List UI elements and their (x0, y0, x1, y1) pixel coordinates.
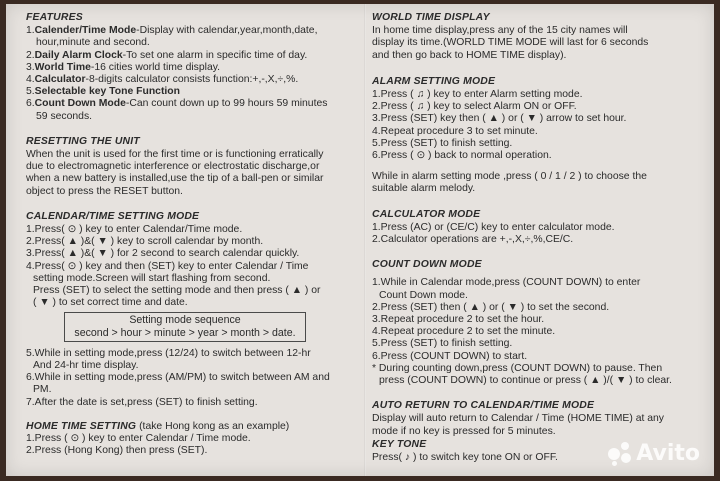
step-line: 6.Press (COUNT DOWN) to start. (372, 350, 528, 362)
alarm-heading: ALARM SETTING MODE (372, 75, 496, 87)
step-line: 3.Press( ▲ )&( ▼ ) for 2 second to search calendar quickly. (26, 248, 300, 260)
step-line: 2.Press (SET) then ( ▲ ) or ( ▼ ) to set the second. (372, 301, 610, 313)
text-line: Display will auto return to Calendar / Time (HOME TIME) at any (372, 413, 664, 425)
text-line: suitable alarm melody. (372, 183, 476, 195)
alarm-note (372, 171, 706, 195)
step-line: 3.Repeat procedure 2 to set the hour. (372, 314, 545, 326)
text-line: object to press the RESET button. (26, 185, 183, 197)
feature-item: 5.Selectable key Tone Function (26, 86, 180, 98)
step-line: 1.While in Calendar mode,press (COUNT DOWN) to enter (372, 277, 641, 289)
step-line: Count Down mode. (379, 289, 468, 301)
features-list (26, 25, 364, 123)
setting-sequence-title: Setting mode sequence (129, 314, 241, 327)
feature-item: 1.Calender/Time Mode-Display with calendar,year,month,date, (26, 25, 318, 37)
step-line: setting mode.Screen will start flashing from second. (33, 272, 271, 284)
step-line: 2.Press (Hong Kong) then press (SET). (26, 445, 208, 457)
step-line: 1.Press ( ♫ ) key to enter Alarm setting mode. (372, 89, 583, 101)
step-line: 5.While in setting mode,press (12/24) to switch between 12-hr (26, 347, 311, 359)
resetting-heading: RESETTING THE UNIT (26, 135, 140, 147)
step-line: 2.Press( ▲ )&( ▼ ) key to scroll calendar by month. (26, 236, 264, 248)
step-line: 6.Press ( ⊙ ) back to normal operation. (372, 150, 552, 162)
home-time-heading: HOME TIME SETTING (26, 420, 137, 432)
step-line: 5.Press (SET) to finish setting. (372, 338, 513, 350)
right-column (372, 8, 706, 464)
step-line: ( ▼ ) to set correct time and date. (33, 297, 188, 309)
step-line: PM. (33, 384, 52, 396)
text-line: Press( ♪ ) to switch key tone ON or OFF. (372, 452, 558, 464)
feature-item: 6.Count Down Mode-Can count down up to 99 hours 59 minutes (26, 98, 328, 110)
step-line: 6.While in setting mode,press (AM/PM) to switch between AM and (26, 372, 330, 384)
text-line: when a new battery is installed,use the tip of a ball-pen or similar (26, 173, 324, 185)
text-line: display its time.(WORLD TIME MODE will last for 6 seconds (372, 37, 649, 49)
resetting-text (26, 149, 364, 198)
text-line: mode if no key is pressed for 5 minutes. (372, 425, 556, 437)
instruction-sheet (6, 4, 714, 476)
calendar-setting-steps-b (26, 348, 364, 409)
auto-return-text (372, 413, 706, 437)
step-line: 4.Repeat procedure 3 to set minute. (372, 125, 538, 137)
text-line: and then go back to HOME TIME display). (372, 49, 567, 61)
calendar-setting-heading: CALENDAR/TIME SETTING MODE (26, 210, 200, 222)
step-line: 1.Press ( ⊙ ) key to enter Calendar / Time mode. (26, 433, 251, 445)
setting-sequence-box (64, 312, 306, 341)
step-line: 7.After the date is set,press (SET) to finish setting. (26, 396, 258, 408)
step-line: 1.Press (AC) or (CE/C) key to enter calculator mode. (372, 221, 615, 233)
countdown-heading: COUNT DOWN MODE (372, 259, 482, 271)
left-column (26, 8, 364, 458)
calculator-heading: CALCULATOR MODE (372, 208, 481, 220)
feature-item: 2.Daily Alarm Clock-To set one alarm in specific time of day. (26, 49, 308, 61)
step-line: Press (SET) to select the setting mode and then press ( ▲ ) or (33, 285, 321, 297)
step-line: press (COUNT DOWN) to continue or press ( ▲ )/( ▼ ) to clear. (379, 375, 672, 387)
countdown-steps (372, 277, 706, 387)
feature-item: 3.World Time-16 cities world time display. (26, 61, 221, 73)
home-time-heading-row (26, 421, 364, 433)
world-time-text (372, 25, 706, 62)
calendar-setting-steps (26, 224, 364, 309)
step-line: 1.Press( ⊙ ) key to enter Calendar/Time mode. (26, 224, 243, 236)
step-line: 5.Press (SET) to finish setting. (372, 137, 513, 149)
text-line: While in alarm setting mode ,press ( 0 / 1 / 2 ) to choose the (372, 171, 647, 183)
step-line: 3.Press (SET) key then ( ▲ ) or ( ▼ ) arrow to set hour. (372, 113, 627, 125)
step-line: 4.Press( ⊙ ) key and then (SET) key to enter Calendar / Time (26, 260, 309, 272)
avito-watermark-text: Avito (636, 440, 700, 466)
key-tone-heading: KEY TONE (372, 438, 427, 450)
step-line: 2.Calculator operations are +,-,X,÷,%,CE/C. (372, 234, 574, 246)
calculator-steps (372, 222, 706, 246)
avito-logo-icon (606, 440, 632, 466)
step-line: 2.Press ( ♫ ) key to select Alarm ON or OFF. (372, 101, 577, 113)
spacer (372, 162, 706, 171)
step-line: And 24-hr time display. (33, 360, 139, 372)
home-time-note: (take Hong kong as an example) (139, 420, 290, 432)
text-line: In home time display,press any of the 15 city names will (372, 25, 628, 37)
feature-item-cont: hour,minute and second. (36, 37, 150, 49)
text-line: due to electromagnetic interference or electrostatic discharge,or (26, 161, 320, 173)
auto-return-heading: AUTO RETURN TO CALENDAR/TIME MODE (372, 400, 595, 412)
avito-watermark (606, 440, 700, 466)
step-line: * During counting down,press (COUNT DOWN) to pause. Then (372, 362, 663, 374)
setting-sequence: second > hour > minute > year > month > date. (74, 326, 296, 339)
features-heading: FEATURES (26, 12, 83, 23)
world-time-heading: WORLD TIME DISPLAY (372, 12, 490, 23)
page-fold (364, 4, 366, 476)
home-time-steps (26, 433, 364, 457)
step-line: 4.Repeat procedure 2 to set the minute. (372, 326, 556, 338)
text-line: When the unit is used for the first time or is functioning erratically (26, 149, 324, 161)
feature-item: 4.Calculator-8-digits calculator consists function:+,-,X,÷,%. (26, 74, 299, 86)
alarm-steps (372, 89, 706, 162)
feature-item-cont: 59 seconds. (36, 110, 93, 122)
